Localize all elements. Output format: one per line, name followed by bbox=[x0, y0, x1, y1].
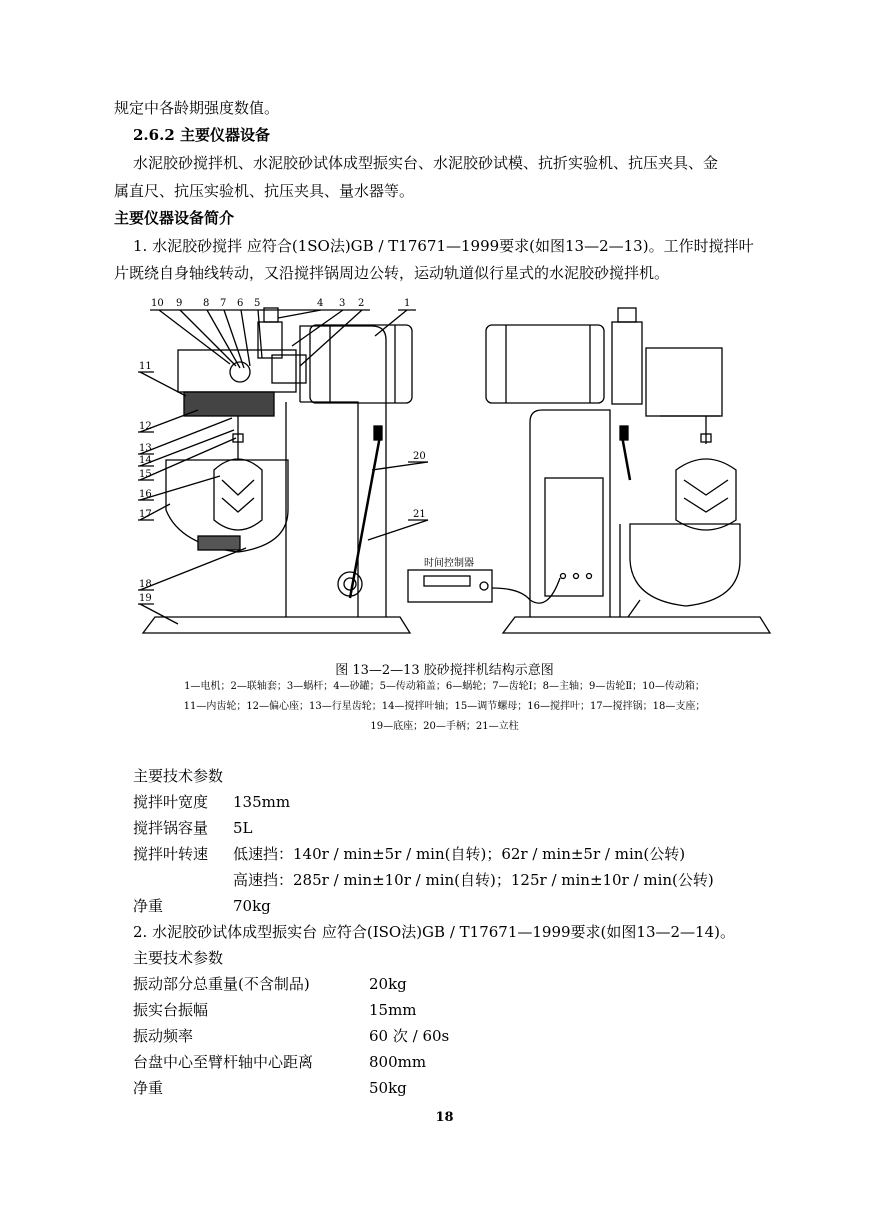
figure-legend-line: 19—底座；20—手柄；21—立柱 bbox=[370, 721, 519, 732]
callout-13: 13 bbox=[139, 443, 152, 454]
spec-key: 净重 bbox=[133, 897, 164, 915]
callout-21: 21 bbox=[413, 509, 426, 520]
motor-right bbox=[486, 325, 604, 403]
spec-key: 净重 bbox=[133, 1079, 164, 1097]
spec-key: 振动部分总重量(不含制品) bbox=[133, 975, 310, 993]
callout-19: 19 bbox=[139, 593, 152, 604]
spec-value: 5L bbox=[233, 819, 253, 837]
paragraph-line: 属直尺、抗压实验机、抗压夹具、量水器等。 bbox=[114, 182, 415, 200]
spec-value: 70kg bbox=[233, 897, 271, 915]
callout-2: 2 bbox=[358, 298, 365, 309]
spec-key: 台盘中心至臂杆轴中心距离 bbox=[133, 1053, 314, 1071]
figure-legend-line: 1—电机；2—联轴套；3—蜗杆；4—砂罐；5—传动箱盖；6—蜗轮；7—齿轮Ⅰ；8—主轴；9—齿轮Ⅱ；10—传动箱； bbox=[184, 681, 705, 692]
spec-key: 振实台振幅 bbox=[133, 1001, 209, 1019]
text-line: 规定中各龄期强度数值。 bbox=[114, 99, 280, 117]
callout-1: 1 bbox=[404, 298, 411, 309]
paragraph-line: 水泥胶砂搅拌机、水泥胶砂试体成型振实台、水泥胶砂试模、抗折实验机、抗压夹具、金 bbox=[133, 154, 719, 172]
motor bbox=[310, 325, 412, 403]
figure-caption: 图 13—2—13 胶砂搅拌机结构示意图 bbox=[335, 663, 554, 678]
spec-value: 50kg bbox=[369, 1079, 407, 1097]
base-plate bbox=[143, 617, 410, 633]
paddle bbox=[214, 442, 262, 530]
spec-value: 800mm bbox=[369, 1053, 427, 1071]
spec-value: 低速挡：140r / min±5r / min(自转)；62r / min±5r / min(公转) bbox=[233, 845, 686, 863]
spec-key: 搅拌叶宽度 bbox=[133, 793, 209, 811]
column-right bbox=[530, 410, 610, 617]
callout-5: 5 bbox=[254, 298, 261, 309]
paragraph-line: 1. 水泥胶砂搅拌 应符合(1SO法)GB / T17671—1999要求(如图13—2—13)。工作时搅拌叶 bbox=[133, 237, 754, 255]
spec-value: 15mm bbox=[369, 1001, 417, 1019]
item-2-text: 2. 水泥胶砂试体成型振实台 应符合(ISO法)GB / T17671—1999要求(如图13—2—14)。 bbox=[133, 923, 735, 941]
callout-20: 20 bbox=[413, 451, 426, 462]
specs-heading: 主要技术参数 bbox=[133, 949, 224, 967]
base-plate-right bbox=[503, 617, 770, 633]
callout-7: 7 bbox=[220, 298, 227, 309]
callout-14: 14 bbox=[139, 455, 152, 466]
paragraph-line: 片既绕自身轴线转动，又沿搅拌锅周边公转，运动轨道似行星式的水泥胶砂搅拌机。 bbox=[114, 264, 670, 282]
handle bbox=[350, 436, 380, 598]
callout-8: 8 bbox=[203, 298, 210, 309]
callout-3: 3 bbox=[339, 298, 346, 309]
callout-11: 11 bbox=[139, 361, 152, 372]
callout-10: 10 bbox=[151, 298, 164, 309]
callout-12: 12 bbox=[139, 421, 152, 432]
spec-value: 135mm bbox=[233, 793, 291, 811]
bowl-right bbox=[630, 524, 740, 606]
column bbox=[286, 326, 386, 617]
figure-legend-line: 11—内齿轮；12—偏心座；13—行星齿轮；14—搅拌叶轴；15—调节螺母；16—搅拌叶；17—搅拌锅；18—支座； bbox=[183, 701, 706, 712]
spec-value: 高速挡：285r / min±10r / min(自转)；125r / min±10r / min(公转) bbox=[233, 871, 714, 889]
callout-4: 4 bbox=[317, 298, 324, 309]
callout-16: 16 bbox=[139, 489, 152, 500]
page-number: 18 bbox=[435, 1110, 454, 1125]
spec-value: 60 次 / 60s bbox=[369, 1027, 450, 1045]
callout-9: 9 bbox=[176, 298, 183, 309]
spec-key: 振动频率 bbox=[133, 1027, 194, 1045]
timer-label: 时间控制器 bbox=[424, 558, 474, 569]
callout-6: 6 bbox=[237, 298, 244, 309]
spec-key: 搅拌锅容量 bbox=[133, 819, 209, 837]
callout-15: 15 bbox=[139, 469, 152, 480]
spec-value: 20kg bbox=[369, 975, 407, 993]
subsection-heading: 主要仪器设备简介 bbox=[114, 209, 235, 227]
callout-17: 17 bbox=[139, 509, 152, 520]
specs-heading: 主要技术参数 bbox=[133, 767, 224, 785]
callout-18: 18 bbox=[139, 579, 152, 590]
spec-key: 搅拌叶转速 bbox=[133, 845, 209, 863]
section-heading: 2.6.2 主要仪器设备 bbox=[133, 126, 270, 144]
